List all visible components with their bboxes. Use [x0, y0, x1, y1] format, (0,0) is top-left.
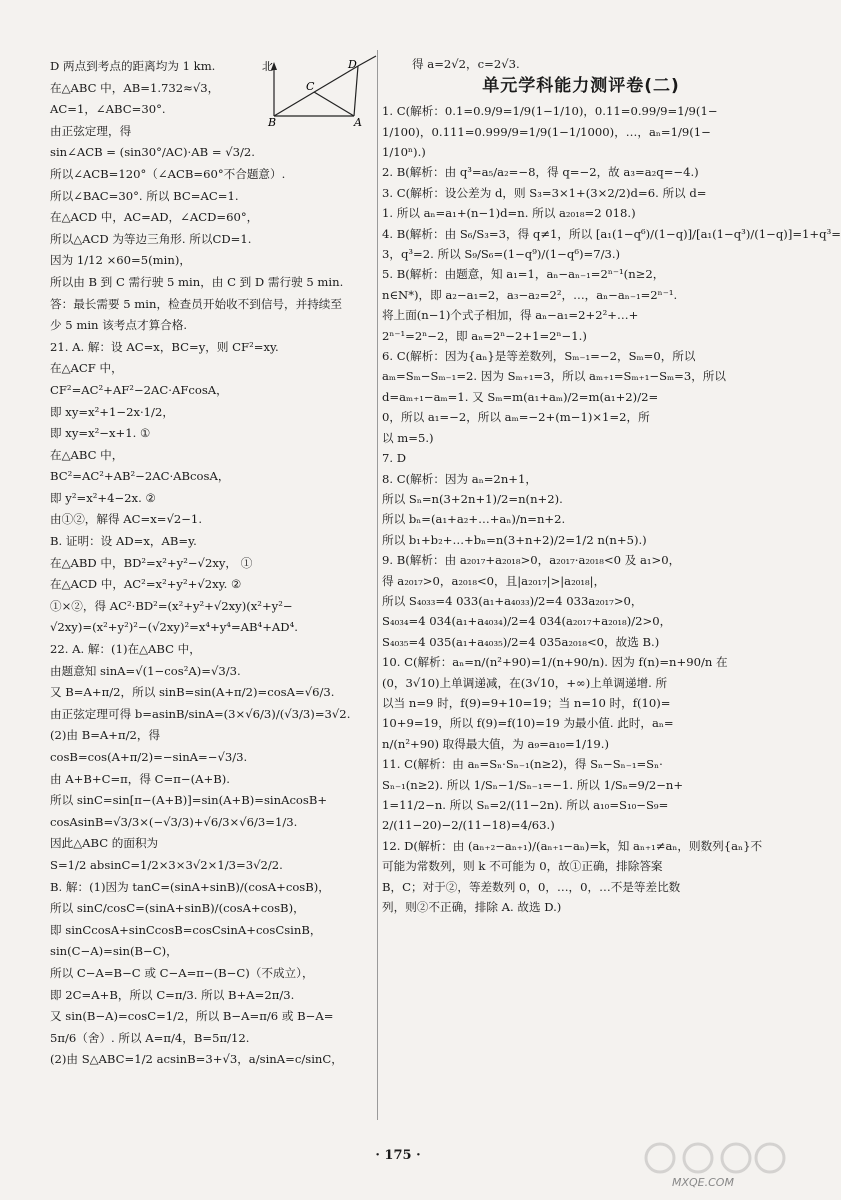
left-text-line: 即 y²=x²+4−2x. ②	[50, 490, 156, 505]
right-text-line: 所以 Sₙ=n(3+2n+1)/2=n(n+2).	[382, 491, 563, 506]
left-text-line: 5π/6（舍）. 所以 A=π/4，B=5π/12.	[50, 1030, 250, 1045]
right-text-line: 12. D(解析：由 (aₙ₊₂−aₙ₊₁)/(aₙ₊₁−aₙ)=k，知 aₙ₊₁≠aₙ，则数列{aₙ}不	[382, 838, 763, 853]
right-text-line: 2ⁿ⁻¹=2ⁿ−2，即 aₙ=2ⁿ−2+1=2ⁿ−1.)	[382, 328, 587, 343]
left-text-line: D 两点到考点的距离均为 1 km.	[50, 59, 216, 73]
left-text-line: (2)由 B=A+π/2，得	[50, 728, 161, 743]
right-text-line: 2. B(解析：由 q³=a₅/a₂=−8，得 q=−2，故 a₃=a₂q=−4.)	[382, 165, 699, 180]
left-text-line: 在△ABC 中，AB=1.732≈√3，	[50, 80, 220, 95]
left-text-line: 在△ACF 中，	[50, 361, 123, 376]
right-text-line: 所以 b₁+b₂+…+bₙ=n(3+n+2)/2=1/2 n(n+5).)	[382, 532, 647, 547]
right-text-line: 1. 所以 aₙ=a₁+(n−1)d=n. 所以 a₂₀₁₈=2 018.)	[382, 206, 636, 221]
right-text-line: 2/(11−20)−2/(11−18)=4/63.)	[382, 818, 555, 833]
right-text-line: Sₙ₋₁(n≥2). 所以 1/Sₙ−1/Sₙ₋₁=−1. 所以 1/Sₙ=9/2−n+	[382, 777, 684, 792]
left-text-line: 由①②，解得 AC=x=√2−1.	[50, 512, 202, 527]
right-text-line: 7. D	[382, 451, 407, 466]
left-text-line: 即 xy=x²−x+1. ①	[50, 426, 151, 441]
right-text-line: d=aₘ₊₁−aₘ=1. 又 Sₘ=m(a₁+aₘ)/2=m(a₁+2)/2=	[382, 389, 659, 404]
left-text-line: 即 xy=x²+1−2x·1/2，	[50, 404, 174, 419]
right-text-line: S₄₀₃₅=4 035(a₁+a₄₀₃₅)/2=4 035a₂₀₁₈<0，故选 B.)	[382, 634, 660, 649]
left-text-line: 由 A+B+C=π，得 C=π−(A+B).	[50, 771, 230, 786]
left-text-line: 所以∠ACB=120°（∠ACB=60°不合题意）.	[50, 166, 286, 181]
right-text-line: 以 m=5.)	[382, 430, 434, 445]
left-text-line: 22. A. 解：(1)在△ABC 中，	[50, 642, 201, 657]
left-text-line: AC=1，∠ABC=30°.	[50, 102, 166, 117]
label-c: C	[306, 80, 315, 93]
left-column	[50, 56, 375, 1071]
left-text-line: sin∠ACB = (sin30°/AC)·AB = √3/2.	[50, 145, 255, 160]
left-text-line: 所以 C−A=B−C 或 C−A=π−(B−C)（不成立），	[50, 965, 314, 980]
right-text-line: 3. C(解析：设公差为 d，则 S₃=3×1+(3×2/2)d=6. 所以 d=	[382, 185, 707, 200]
left-text-line: B. 证明：设 AD=x，AB=y.	[50, 534, 197, 549]
right-text-line: 1. C(解析：0.1=0.9/9=1/9(1−1/10)，0.11=0.99/9=1/9(1−	[382, 104, 718, 119]
left-text-line: cosB=cos(A+π/2)=−sinA=−√3/3.	[50, 750, 248, 764]
watermark-text: MXQE.COM	[672, 1176, 734, 1189]
left-text-line: BC²=AC²+AB²−2AC·ABcosA，	[50, 469, 230, 484]
left-text-line: ①×②，得 AC²·BD²=(x²+y²+√2xy)(x²+y²−	[50, 598, 293, 613]
right-text-line: n/(n²+90) 取得最大值，为 a₉=a₁₀=1/19.)	[382, 736, 609, 751]
left-text-line: 又 sin(B−A)=cosC=1/2，所以 B−A=π/6 或 B−A=	[50, 1009, 334, 1024]
right-text-line: 10+9=19，所以 f(9)=f(10)=19 为最小值. 此时，aₙ=	[382, 716, 674, 731]
left-text-line: sin(C−A)=sin(B−C)，	[50, 944, 178, 959]
left-text-line: 即 sinCcosA+sinCcosB=cosCsinA+cosCsinB，	[50, 922, 322, 937]
right-text-line: 10. C(解析：aₙ=n/(n²+90)=1/(n+90/n). 因为 f(n)=n+90/n 在	[382, 655, 728, 670]
left-text-line: 在△ABC 中，	[50, 447, 124, 462]
right-text-line: 所以 bₙ=(a₁+a₂+…+aₙ)/n=n+2.	[382, 512, 566, 527]
right-text-line: 以当 n=9 时，f(9)=9+10=19；当 n=10 时，f(10)=	[382, 695, 671, 710]
right-text-line: 将上面(n−1)个式子相加，得 aₙ−a₁=2+2²+…+	[382, 308, 639, 323]
right-text-line: 1=11/2−n. 所以 Sₙ=2/(11−2n). 所以 a₁₀=S₁₀−S₉=	[382, 798, 669, 812]
left-text-line: √2xy)=(x²+y²)²−(√2xy)²=x⁴+y⁴=AB⁴+AD⁴.	[50, 620, 298, 635]
left-text-line: 在△ACD 中，AC²=x²+y²+√2xy. ②	[50, 577, 242, 592]
right-column	[382, 56, 841, 917]
label-a: A	[354, 116, 362, 129]
label-north: 北	[262, 60, 273, 73]
right-text-line: 3，q³=2. 所以 S₉/S₆=(1−q⁹)/(1−q⁶)=7/3.)	[382, 247, 621, 262]
page-number: · 175 ·	[375, 1148, 421, 1163]
label-b: B	[268, 116, 277, 129]
left-text-line: 21. A. 解：设 AC=x，BC=y，则 CF²=xy.	[50, 339, 279, 354]
left-text-line: 由正弦定理可得 b=asinB/sinA=(3×√6/3)/(√3/3)=3√2.	[50, 706, 351, 721]
right-text-line: 列，则②不正确，排除 A. 故选 D.)	[382, 900, 562, 915]
left-text-line: 所以 sinC/cosC=(sinA+sinB)/(cosA+cosB)，	[50, 901, 305, 916]
right-text-line: 1/100)，0.111=0.999/9=1/9(1−1/1000)，…，aₙ=1/9(1−	[382, 124, 711, 139]
right-text-line: 0，所以 a₁=−2，所以 aₘ=−2+(m−1)×1=2，所	[382, 410, 650, 425]
left-text-line: 在△ABD 中，BD²=x²+y²−√2xy， ①	[50, 555, 253, 570]
left-text-line: cosAsinB=√3/3×(−√3/3)+√6/3×√6/3=1/3.	[50, 814, 298, 829]
right-text-line: aₘ=Sₘ−Sₘ₋₁=2. 因为 Sₘ₊₁=3，所以 aₘ₊₁=Sₘ₊₁−Sₘ=3，所以	[382, 369, 726, 384]
right-text-line: 5. B(解析：由题意，知 a₁=1，aₙ−aₙ₋₁=2ⁿ⁻¹(n≥2，	[382, 267, 665, 282]
left-text-line: 在△ACD 中，AC=AD，∠ACD=60°，	[50, 210, 259, 225]
right-text-line: 所以 S₄₀₃₃=4 033(a₁+a₄₀₃₃)/2=4 033a₂₀₁₇>0，	[382, 593, 643, 608]
left-text-line: 由题意知 sinA=√(1−cos²A)=√3/3.	[50, 663, 241, 678]
right-text-line: (0，3√10)上单调递减，在(3√10，+∞)上单调递增. 所	[382, 675, 668, 690]
column-divider	[377, 50, 378, 1120]
right-text-line: 1/10ⁿ).)	[382, 145, 426, 159]
right-text-line: 9. B(解析：由 a₂₀₁₇+a₂₀₁₈>0，a₂₀₁₇·a₂₀₁₈<0 及 a₁>0，	[382, 553, 681, 568]
right-text-line: 11. C(解析：由 aₙ=Sₙ·Sₙ₋₁(n≥2)，得 Sₙ−Sₙ₋₁=Sₙ·	[382, 757, 663, 772]
left-text-line: CF²=AC²+AF²−2AC·AFcosA，	[50, 382, 228, 397]
right-text-line: 4. B(解析：由 S₆/S₃=3，得 q≠1，所以 [a₁(1−q⁶)/(1−q)]/[a₁(1−q³)/(1−q)]=1+q³=	[382, 226, 841, 241]
left-text-line: 因为 1/12 ×60=5(min)，	[50, 253, 191, 268]
right-text-line: n∈N*)，即 a₂−a₁=2，a₃−a₂=2²，…，aₙ−aₙ₋₁=2ⁿ⁻¹.	[382, 287, 678, 302]
section-title: 单元学科能力测评卷(二)	[482, 75, 680, 96]
left-text-line: 又 B=A+π/2，所以 sinB=sin(A+π/2)=cosA=√6/3.	[50, 685, 335, 700]
answers-list	[382, 101, 841, 917]
right-text-line: B，C；对于②，等差数列 0，0，…，0，…不是等差比数	[382, 879, 681, 894]
left-text-line: 所以∠BAC=30°. 所以 BC=AC=1.	[50, 188, 239, 203]
left-text-line: S=1/2 absinC=1/2×3×3√2×1/3=3√2/2.	[50, 857, 283, 872]
left-text-line: 少 5 min 该考点才算合格.	[50, 318, 188, 333]
left-text-line: 所以由 B 到 C 需行驶 5 min，由 C 到 D 需行驶 5 min.	[50, 274, 344, 289]
right-text-line: 8. C(解析：因为 aₙ=2n+1，	[382, 471, 537, 486]
right-text-line: 6. C(解析：因为{aₙ}是等差数列，Sₘ₋₁=−2，Sₘ=0，所以	[382, 349, 696, 364]
left-text-line: 答：最长需要 5 min，检查员开始收不到信号，并持续至	[50, 296, 342, 311]
right-intro-line: 得 a=2√2，c=2√3.	[412, 57, 520, 71]
left-text-line: B. 解：(1)因为 tanC=(sinA+sinB)/(cosA+cosB)，	[50, 879, 330, 894]
left-text-line: 所以△ACD 为等边三角形. 所以CD=1.	[50, 231, 252, 246]
left-text-line: 所以 sinC=sin[π−(A+B)]=sin(A+B)=sinAcosB+	[50, 793, 328, 808]
right-text-line: 得 a₂₀₁₇>0，a₂₀₁₈<0，且|a₂₀₁₇|>|a₂₀₁₈|，	[382, 573, 606, 588]
left-text-line: (2)由 S△ABC=1/2 acsinB=3+√3，a/sinA=c/sinC，	[50, 1052, 343, 1067]
right-text-line: 可能为常数列，则 k 不可能为 0，故①正确，排除答案	[382, 859, 663, 874]
right-text-line: S₄₀₃₄=4 034(a₁+a₄₀₃₄)/2=4 034(a₂₀₁₇+a₂₀₁₈)/2>0，	[382, 614, 672, 629]
left-text-line: 因此△ABC 的面积为	[50, 836, 159, 851]
label-d: D	[348, 58, 357, 71]
left-text-line: 即 2C=A+B，所以 C=π/3. 所以 B+A=2π/3.	[50, 987, 295, 1002]
left-text-line: 由正弦定理，得	[50, 123, 132, 138]
